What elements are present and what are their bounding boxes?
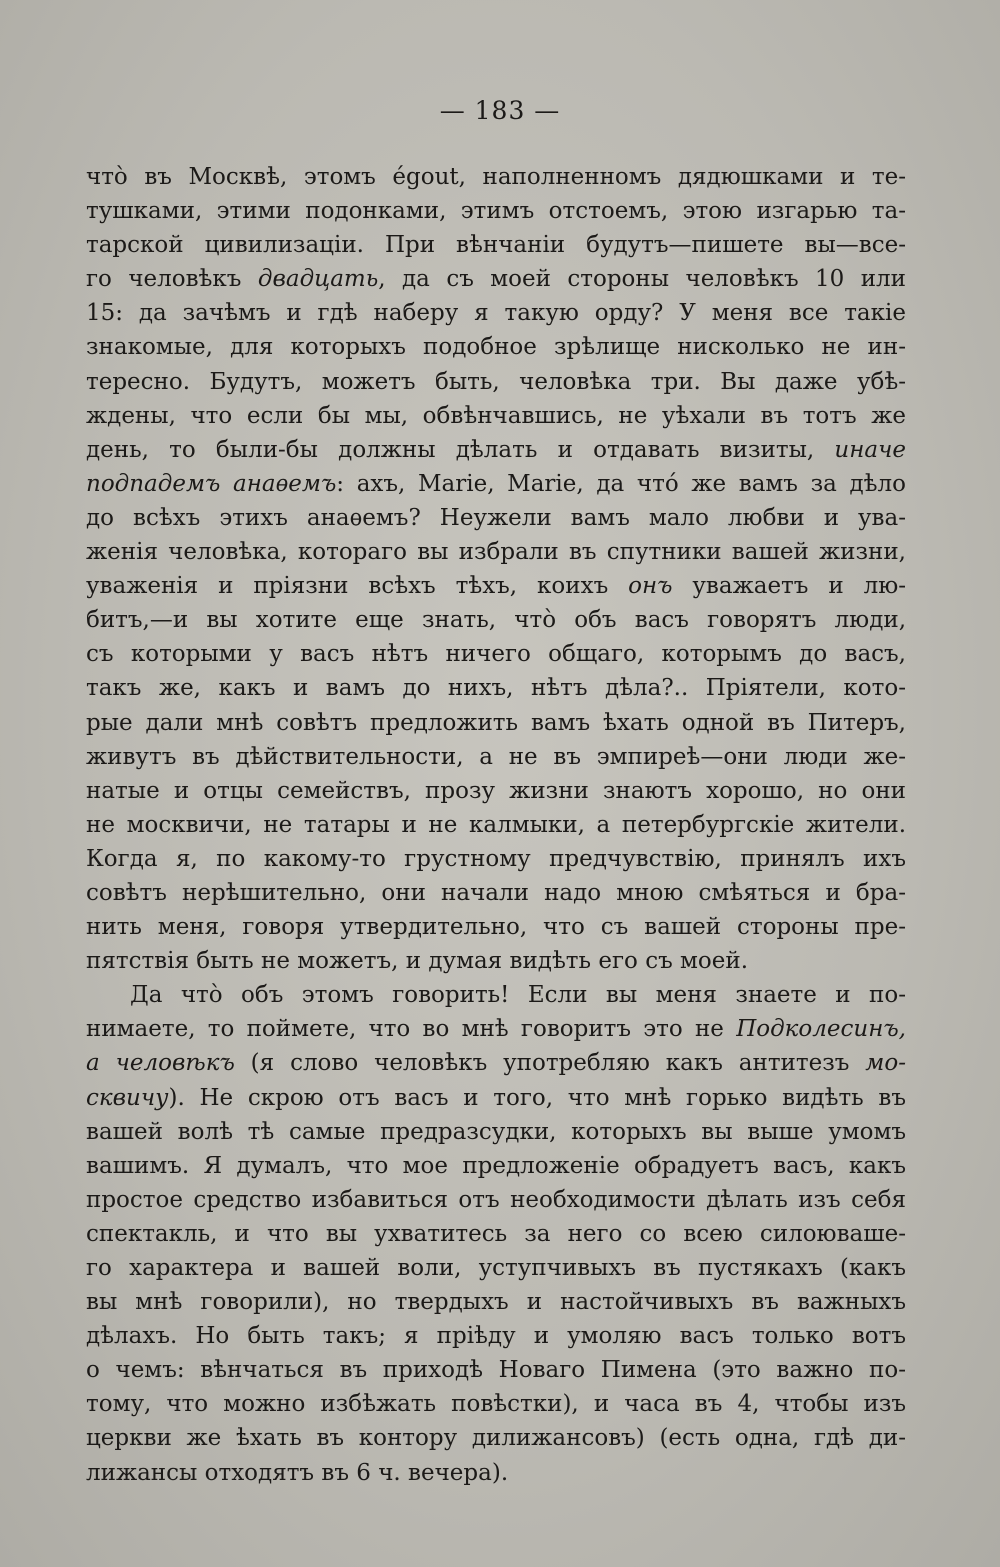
text-segment: совѣтъ нерѣшительно, они начали надо мною смѣяться и бра- (86, 879, 906, 906)
text-line (86, 603, 906, 637)
text-line (86, 501, 906, 535)
text-segment: такъ же, какъ и вамъ до нихъ, нѣтъ дѣла?.. Пріятели, кото- (86, 675, 906, 702)
text-line (86, 774, 906, 808)
text-line (86, 228, 906, 262)
text-segment: вашимъ. Я думалъ, что мое предложеніе обрадуетъ васъ, какъ (86, 1152, 906, 1179)
text-segment: съ которыми у васъ нѣтъ ничего общаго, которымъ до васъ, (86, 641, 906, 668)
text-line (86, 399, 906, 433)
text-line (86, 1183, 906, 1217)
text-segment: знакомые, для которыхъ подобное зрѣлище нисколько не ин- (86, 334, 906, 361)
text-line (86, 1115, 906, 1149)
italic-text: Подколесинъ, (736, 1016, 906, 1043)
text-segment: тому, что можно избѣжать повѣстки), и часа въ 4, чтобы изъ (86, 1391, 906, 1418)
text-segment: вашей волѣ тѣ самые предразсудки, которыхъ вы выше умомъ (86, 1118, 906, 1145)
text-segment: Да что̀ объ этомъ говорить! Если вы меня знаете и по- (130, 982, 906, 1009)
text-line (86, 1012, 906, 1046)
text-segment: нить меня, говоря утвердительно, что съ вашей стороны пре- (86, 914, 906, 941)
text-line (86, 1319, 906, 1353)
page-number: — 183 — (439, 96, 561, 125)
text-segment: о чемъ: вѣнчаться въ приходѣ Новаго Пимена (это важно по- (86, 1357, 906, 1384)
text-segment: рые дали мнѣ совѣтъ предложить вамъ ѣхать одной въ Питеръ, (86, 709, 906, 736)
italic-text: сквичу (86, 1084, 169, 1111)
text-line (86, 365, 906, 399)
text-segment: женія человѣка, котораго вы избрали въ спутники вашей жизни, (86, 539, 906, 566)
text-line (86, 1149, 906, 1183)
text-line (86, 1251, 906, 1285)
text-line (86, 876, 906, 910)
text-line (86, 194, 906, 228)
body-text (86, 160, 906, 1490)
text-segment: вы мнѣ говорили), но твердыхъ и настойчивыхъ въ важныхъ (86, 1289, 906, 1316)
text-segment: что̀ въ Москвѣ, этомъ égout, наполненномъ дядюшками и те- (86, 164, 906, 190)
text-segment: тушками, этими подонками, этимъ отстоемъ, этою изгарью та- (86, 198, 906, 225)
text-segment: 15: да зачѣмъ и гдѣ наберу я такую орду? У меня все такіе (86, 300, 906, 327)
text-line (86, 1046, 906, 1080)
text-line (86, 1387, 906, 1421)
text-line (86, 706, 906, 740)
text-segment: живутъ въ дѣйствительности, а не въ эмпиреѣ—они люди же- (86, 743, 906, 770)
text-line (86, 296, 906, 330)
text-segment: го человѣкъ (86, 266, 258, 293)
text-segment: день, то были-бы должны дѣлать и отдавать визиты, (86, 436, 835, 463)
text-segment: тарской цивилизаціи. При вѣнчаніи будутъ—пишете вы—все- (86, 232, 906, 259)
text-segment: до всѣхъ этихъ анаѳемъ? Неужели вамъ мало любви и ува- (86, 504, 906, 531)
italic-text: двадцать (257, 266, 379, 293)
text-segment: го характера и вашей воли, уступчивыхъ въ пустякахъ (какъ (86, 1255, 906, 1281)
italic-text: а человѣкъ (86, 1050, 235, 1077)
text-segment: пятствія быть не можетъ, и думая видѣть его съ моей. (86, 948, 749, 975)
italic-text: подпадемъ анаѳемъ (86, 470, 337, 497)
text-line (86, 1421, 906, 1455)
text-line (86, 569, 906, 603)
text-line (86, 1217, 906, 1251)
text-segment: спектакль, и что вы ухватитесь за него со всею силоюваше- (86, 1220, 906, 1247)
text-line (86, 671, 906, 705)
text-segment: тересно. Будутъ, можетъ быть, человѣка три. Вы даже убѣ- (86, 368, 906, 395)
text-line (86, 467, 906, 501)
text-line (86, 1353, 906, 1387)
text-segment: (я слово человѣкъ употребляю какъ антитезъ (234, 1050, 866, 1077)
text-segment: натые и отцы семействъ, прозу жизни знаютъ хорошо, но они (86, 777, 906, 804)
text-line (86, 944, 906, 978)
text-segment: нимаете, то поймете, что во мнѣ говоритъ это не (86, 1016, 737, 1043)
text-line (86, 842, 906, 876)
text-line (86, 1285, 906, 1319)
text-segment: лижансы отходятъ въ 6 ч. вечера). (86, 1459, 509, 1486)
text-line (86, 1456, 906, 1490)
text-segment: Когда я, по какому-то грустному предчувствію, принялъ ихъ (86, 845, 906, 872)
text-segment: дѣлахъ. Но быть такъ; я пріѣду и умоляю васъ только вотъ (86, 1323, 906, 1350)
text-line (86, 330, 906, 364)
text-line (86, 535, 906, 569)
text-line (86, 808, 906, 842)
italic-text: мо- (865, 1050, 906, 1077)
text-line (86, 160, 906, 194)
text-line (86, 433, 906, 467)
italic-text: онъ (628, 573, 673, 600)
text-segment: церкви же ѣхать въ контору дилижансовъ) (есть одна, гдѣ ди- (86, 1425, 906, 1452)
text-segment: , да съ моей стороны человѣкъ 10 или (378, 266, 906, 293)
text-line (86, 740, 906, 774)
text-segment: : ахъ, Marie, Marie, да что́ же вамъ за дѣло (336, 470, 906, 497)
text-segment: битъ,—и вы хотите еще знать, что̀ объ васъ говорятъ люди, (86, 607, 906, 634)
text-segment: уважаетъ и лю- (672, 573, 906, 600)
text-segment: уваженія и пріязни всѣхъ тѣхъ, коихъ (86, 573, 629, 600)
text-line (86, 637, 906, 671)
text-line (86, 910, 906, 944)
text-segment: не москвичи, не татары и не калмыки, а петербургскіе жители. (86, 811, 906, 838)
text-line (86, 262, 906, 296)
text-line (86, 1081, 906, 1115)
text-line (86, 978, 906, 1012)
text-segment: простое средство избавиться отъ необходимости дѣлать изъ себя (86, 1186, 906, 1213)
text-segment: ). Не скрою отъ васъ и того, что мнѣ горько видѣть въ (168, 1084, 906, 1111)
italic-text: иначе (834, 436, 906, 463)
text-segment: ждены, что если бы мы, обвѣнчавшись, не уѣхали въ тотъ же (86, 402, 906, 429)
